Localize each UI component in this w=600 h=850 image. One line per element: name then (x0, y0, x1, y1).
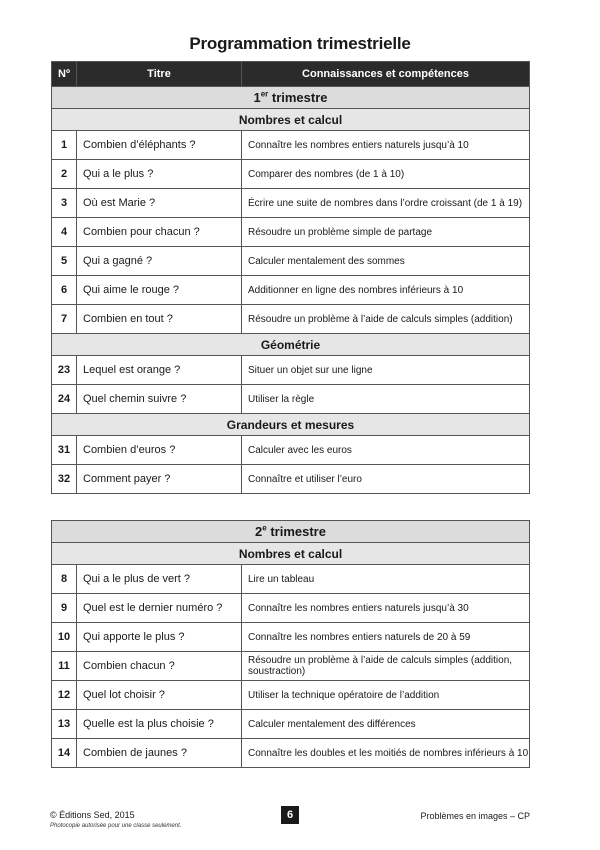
header-num: Nº (52, 62, 77, 87)
row-competence: Comparer des nombres (de 1 à 10) (242, 160, 530, 189)
table-row (52, 305, 530, 334)
table-row (52, 594, 530, 623)
row-title: Quel est le dernier numéro ? (77, 594, 242, 623)
row-competence: Résoudre un problème à l’aide de calculs simples (addition, soustraction) (242, 652, 530, 681)
footer-notice: Photocopie autorisée pour une classe seulement. (50, 823, 182, 829)
row-number: 9 (52, 594, 77, 623)
row-competence: Écrire une suite de nombres dans l’ordre croissant (de 1 à 19) (242, 189, 530, 218)
row-number: 2 (52, 160, 77, 189)
row-title: Combien d’euros ? (77, 436, 242, 465)
row-number: 23 (52, 356, 77, 385)
row-competence: Connaître les nombres entiers naturels jusqu’à 30 (242, 594, 530, 623)
trimestre-label (52, 87, 530, 109)
row-title: Qui apporte le plus ? (77, 623, 242, 652)
row-competence: Situer un objet sur une ligne (242, 356, 530, 385)
row-title: Quel chemin suivre ? (77, 385, 242, 414)
header-titre: Titre (77, 62, 242, 87)
row-number: 7 (52, 305, 77, 334)
trimestre-ordinal: er (260, 89, 269, 99)
row-title: Qui a gagné ? (77, 247, 242, 276)
table-row (52, 652, 530, 681)
row-number: 14 (52, 739, 77, 768)
row-competence: Lire un tableau (242, 565, 530, 594)
section-heading (52, 334, 530, 356)
table-trimestre-1 (51, 61, 530, 494)
row-title: Qui a le plus ? (77, 160, 242, 189)
table-row (52, 681, 530, 710)
section-name: Nombres et calcul (52, 543, 530, 565)
page-title: Programmation trimestrielle (189, 34, 411, 53)
row-competence: Connaître les nombres entiers naturels de 20 à 59 (242, 623, 530, 652)
trimestre-ordinal: e (262, 523, 267, 533)
table-row (52, 436, 530, 465)
row-title: Lequel est orange ? (77, 356, 242, 385)
row-title: Quelle est la plus choisie ? (77, 710, 242, 739)
row-title: Où est Marie ? (77, 189, 242, 218)
row-title: Combien pour chacun ? (77, 218, 242, 247)
section-heading (52, 109, 530, 131)
trimestre-heading-1 (52, 87, 530, 109)
row-number: 11 (52, 652, 77, 681)
row-competence: Résoudre un problème simple de partage (242, 218, 530, 247)
row-title: Quel lot choisir ? (77, 681, 242, 710)
row-competence: Additionner en ligne des nombres inférieurs à 10 (242, 276, 530, 305)
trimestre-label (52, 521, 530, 543)
row-number: 6 (52, 276, 77, 305)
row-title: Qui a le plus de vert ? (77, 565, 242, 594)
row-competence: Utiliser la règle (242, 385, 530, 414)
row-number: 4 (52, 218, 77, 247)
table-row (52, 739, 530, 768)
section-name: Géométrie (52, 334, 530, 356)
trimestre-number: 1 (253, 90, 261, 105)
row-title: Qui aime le rouge ? (77, 276, 242, 305)
trimestre-heading-2 (52, 521, 530, 543)
row-number: 12 (52, 681, 77, 710)
row-number: 24 (52, 385, 77, 414)
table-row (52, 218, 530, 247)
table-row (52, 160, 530, 189)
table-row (52, 623, 530, 652)
row-number: 1 (52, 131, 77, 160)
trimestre-number: 2 (255, 524, 263, 539)
section-heading (52, 414, 530, 436)
trimestre-word: trimestre (268, 90, 328, 105)
footer-book-title: Problèmes en images – CP (420, 811, 530, 821)
row-number: 8 (52, 565, 77, 594)
table-row (52, 247, 530, 276)
row-title: Combien en tout ? (77, 305, 242, 334)
row-title: Combien d’éléphants ? (77, 131, 242, 160)
row-competence: Résoudre un problème à l’aide de calculs simples (addition) (242, 305, 530, 334)
header-competences: Connaissances et compétences (242, 62, 530, 87)
row-number: 13 (52, 710, 77, 739)
row-competence: Calculer mentalement des différences (242, 710, 530, 739)
row-number: 31 (52, 436, 77, 465)
page-number: 6 (281, 806, 299, 824)
section-name: Grandeurs et mesures (52, 414, 530, 436)
row-competence: Connaître les doubles et les moitiés de nombres inférieurs à 10 (242, 739, 530, 768)
row-competence: Calculer avec les euros (242, 436, 530, 465)
row-competence: Utiliser la technique opératoire de l’addition (242, 681, 530, 710)
trimestre-word: trimestre (266, 524, 326, 539)
table-trimestre-2 (51, 520, 530, 768)
table-row (52, 276, 530, 305)
table-row (52, 710, 530, 739)
table-row (52, 189, 530, 218)
table-row (52, 465, 530, 494)
row-title: Combien chacun ? (77, 652, 242, 681)
row-title: Comment payer ? (77, 465, 242, 494)
section-name: Nombres et calcul (52, 109, 530, 131)
row-number: 32 (52, 465, 77, 494)
footer-copyright: © Éditions Sed, 2015 (50, 810, 135, 820)
row-number: 10 (52, 623, 77, 652)
row-title: Combien de jaunes ? (77, 739, 242, 768)
table-row (52, 565, 530, 594)
section-heading (52, 543, 530, 565)
table-header (52, 62, 530, 87)
row-number: 3 (52, 189, 77, 218)
table-row (52, 131, 530, 160)
row-number: 5 (52, 247, 77, 276)
row-competence: Connaître et utiliser l’euro (242, 465, 530, 494)
table-row (52, 385, 530, 414)
footer-left (50, 810, 181, 832)
table-row (52, 356, 530, 385)
row-competence: Connaître les nombres entiers naturels jusqu’à 10 (242, 131, 530, 160)
row-competence: Calculer mentalement des sommes (242, 247, 530, 276)
